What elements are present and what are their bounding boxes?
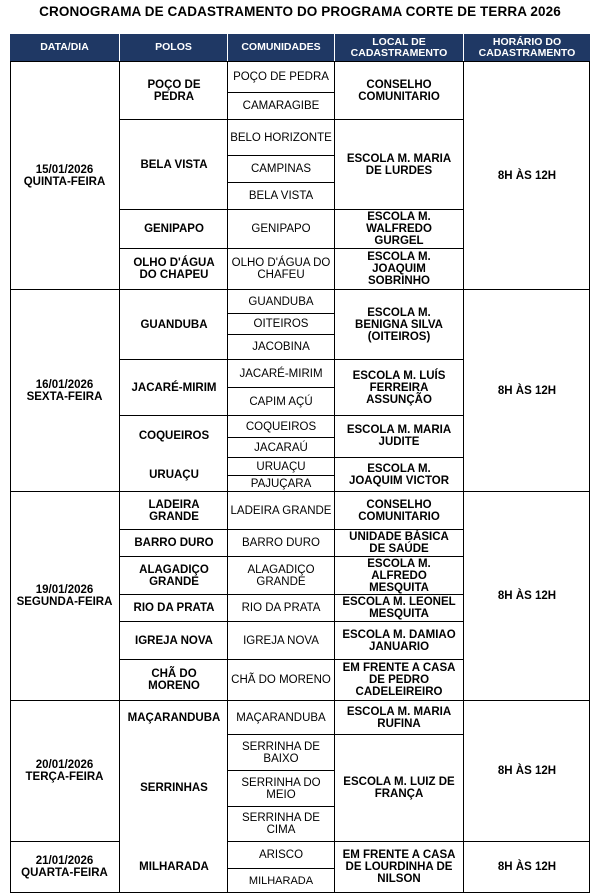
grid-line <box>463 61 464 893</box>
comunidade-cell: CHÃ DO MORENO <box>231 674 331 686</box>
day-weekday: SEGUNDA-FEIRA <box>16 596 113 608</box>
day-cell <box>10 62 119 289</box>
comunidade-cell: URUAÇU <box>256 460 306 473</box>
comunidade-cell: LADEIRA GRANDE <box>230 504 332 517</box>
day-weekday: SEXTA-FEIRA <box>26 390 103 403</box>
time-cell: 8H ÀS 12H <box>497 384 557 397</box>
local-cell: ESCOLA M. ALFREDO MESQUITA <box>367 557 431 594</box>
day-cell <box>10 701 119 841</box>
grid-line <box>119 529 464 530</box>
grid-line <box>10 841 120 842</box>
polo-cell: MILHARADA <box>139 861 209 873</box>
time-cell: 8H ÀS 12H <box>497 861 557 873</box>
local-cell: ESCOLA M. JOAQUIM VICTOR <box>348 462 450 487</box>
comunidade-cell: OITEIROS <box>253 318 309 330</box>
grid-line <box>227 734 464 735</box>
comunidade-cell: BARRO DURO <box>242 537 320 549</box>
polo-cell: ALAGADIÇO GRANDE <box>139 563 209 588</box>
grid-line <box>227 155 335 156</box>
grid-line <box>119 659 464 660</box>
local-cell: EM FRENTE A CASA DE PEDRO CADELEIREIRO <box>342 662 456 698</box>
comunidade-cell: BELO HORIZONTE <box>230 131 332 144</box>
time-cell: 8H ÀS 12H <box>497 590 557 602</box>
local-cell: ESCOLA M. LEONEL MESQUITA <box>342 596 456 620</box>
day-date: 19/01/2026 <box>35 584 94 596</box>
grid-line <box>119 248 464 249</box>
grid-line <box>227 841 464 842</box>
grid-line <box>227 806 335 807</box>
day-cell <box>10 492 119 700</box>
day-date: 15/01/2026 <box>35 163 94 176</box>
polo-cell: OLHO D'ÁGUA DO CHAPEU <box>133 257 215 281</box>
grid-line <box>10 700 590 701</box>
comunidade-cell: JACOBINA <box>252 341 310 353</box>
comunidade-cell: BELA VISTA <box>248 190 314 202</box>
grid-line <box>10 61 11 893</box>
grid-line <box>589 61 590 893</box>
polo-cell: GUANDUBA <box>140 318 208 331</box>
local-cell: ESCOLA M. MARIA JUDITE <box>346 424 452 448</box>
grid-line <box>227 770 335 771</box>
grid-line <box>119 556 464 557</box>
polo-cell: GENIPAPO <box>144 223 204 235</box>
local-cell: UNIDADE BÁSICA DE SAÚDE <box>349 531 449 555</box>
polo-cell: JACARÉ-MIRIM <box>131 381 217 394</box>
comunidade-cell: SERRINHA DE CIMA <box>242 812 320 836</box>
day-weekday: QUINTA-FEIRA <box>23 175 106 188</box>
comunidade-cell: SERRINHA DO MEIO <box>241 776 321 801</box>
grid-line <box>10 289 590 290</box>
comunidade-cell: MAÇARANDUBA <box>236 711 326 724</box>
grid-line <box>119 415 464 416</box>
day-cell <box>10 290 119 491</box>
local-cell: ESCOLA M. MARIA RUFINA <box>346 705 452 730</box>
polo-cell: IGREJA NOVA <box>135 634 213 647</box>
grid-line <box>10 61 590 62</box>
grid-line <box>334 61 335 893</box>
comunidade-cell: CAMARAGIBE <box>242 100 320 112</box>
comunidade-cell: ARISCO <box>258 849 304 861</box>
comunidade-cell: GENIPAPO <box>251 223 311 235</box>
comunidade-cell: JACARAÚ <box>254 441 308 454</box>
comunidade-cell: CAPIM AÇÚ <box>249 395 313 408</box>
polo-cell: CHÃ DO MORENO <box>148 668 200 692</box>
polo-cell: SERRINHAS <box>140 782 208 794</box>
polo-cell: URUAÇU <box>149 468 199 481</box>
local-cell: EM FRENTE A CASA DE LOURDINHA DE NILSON <box>342 849 456 885</box>
comunidade-cell: SERRINHA DE BAIXO <box>242 740 320 765</box>
grid-line <box>464 841 590 842</box>
grid-line <box>119 209 464 210</box>
polo-cell: BARRO DURO <box>134 537 214 549</box>
polo-cell: COQUEIROS <box>138 430 210 442</box>
comunidade-cell: GUANDUBA <box>248 295 314 308</box>
grid-line <box>227 182 335 183</box>
header-comunidades: COMUNIDADES <box>228 34 334 61</box>
day-weekday: TERÇA-FEIRA <box>25 771 104 783</box>
grid-line <box>119 594 464 595</box>
grid-line <box>227 61 228 893</box>
document-title: CRONOGRAMA DE CADASTRAMENTO DO PROGRAMA CORTE DE TERRA 2026 <box>39 4 561 19</box>
grid-line <box>227 313 335 314</box>
grid-line <box>227 475 335 476</box>
local-cell: ESCOLA M. LUIZ DE FRANÇA <box>343 776 455 800</box>
comunidade-cell: JACARÉ-MIRIM <box>239 367 323 380</box>
time-cell: 8H ÀS 12H <box>497 765 557 777</box>
grid-line <box>227 437 335 438</box>
header-date: DATA/DIA <box>10 34 119 61</box>
day-date: 21/01/2026 <box>35 855 94 867</box>
grid-line <box>227 387 335 388</box>
local-cell: ESCOLA M. BENIGNA SILVA (OITEIROS) <box>355 306 443 343</box>
local-cell: CONSELHO COMUNITARIO <box>358 498 440 523</box>
local-cell: ESCOLA M. JOAQUIM SOBRINHO <box>367 251 431 287</box>
comunidade-cell: POÇO DE PEDRA <box>233 71 329 83</box>
comunidade-cell: CAMPINAS <box>250 163 312 175</box>
local-cell: ESCOLA M. LUÍS FERREIRA ASSUNÇÃO <box>352 369 446 406</box>
grid-line <box>227 92 335 93</box>
polo-cell: LADEIRA GRANDE <box>148 498 200 523</box>
day-date: 16/01/2026 <box>35 378 94 391</box>
comunidade-cell: OLHO D'ÁGUA DO CHAFEU <box>231 257 331 281</box>
local-cell: ESCOLA M. DAMIAO JANUARIO <box>342 628 456 653</box>
local-cell: ESCOLA M. WALFREDO GURGEL <box>366 211 432 247</box>
grid-line <box>119 119 464 120</box>
polo-cell: BELA VISTA <box>140 158 208 171</box>
comunidade-cell: PAJUÇARA <box>250 477 312 490</box>
grid-line <box>10 892 590 893</box>
header-horario: HORÁRIO DO CADASTRAMENTO <box>464 34 590 61</box>
local-cell: ESCOLA M. MARIA DE LURDES <box>346 152 452 177</box>
comunidade-cell: ALAGADIÇO GRANDE <box>247 563 315 588</box>
comunidade-cell: COQUEIROS <box>245 420 317 433</box>
day-weekday: QUARTA-FEIRA <box>21 867 108 879</box>
polo-cell: RIO DA PRATA <box>133 602 215 614</box>
polo-cell: POÇO DE PEDRA <box>147 78 201 103</box>
day-date: 20/01/2026 <box>35 759 94 771</box>
day-cell <box>10 842 119 892</box>
grid-line <box>119 621 464 622</box>
time-cell: 8H ÀS 12H <box>497 169 557 182</box>
comunidade-cell: IGREJA NOVA <box>243 634 319 647</box>
grid-line <box>119 359 464 360</box>
grid-line <box>227 334 335 335</box>
local-cell: CONSELHO COMUNITARIO <box>358 78 440 103</box>
header-polos: POLOS <box>120 34 227 61</box>
comunidade-cell: RIO DA PRATA <box>241 602 321 614</box>
header-local: LOCAL DE CADASTRAMENTO <box>335 34 463 61</box>
polo-cell: MAÇARANDUBA <box>127 711 221 724</box>
grid-line <box>227 457 464 458</box>
grid-line <box>227 868 335 869</box>
grid-line <box>10 491 590 492</box>
comunidade-cell: MILHARADA <box>248 874 314 887</box>
grid-line <box>119 61 120 893</box>
